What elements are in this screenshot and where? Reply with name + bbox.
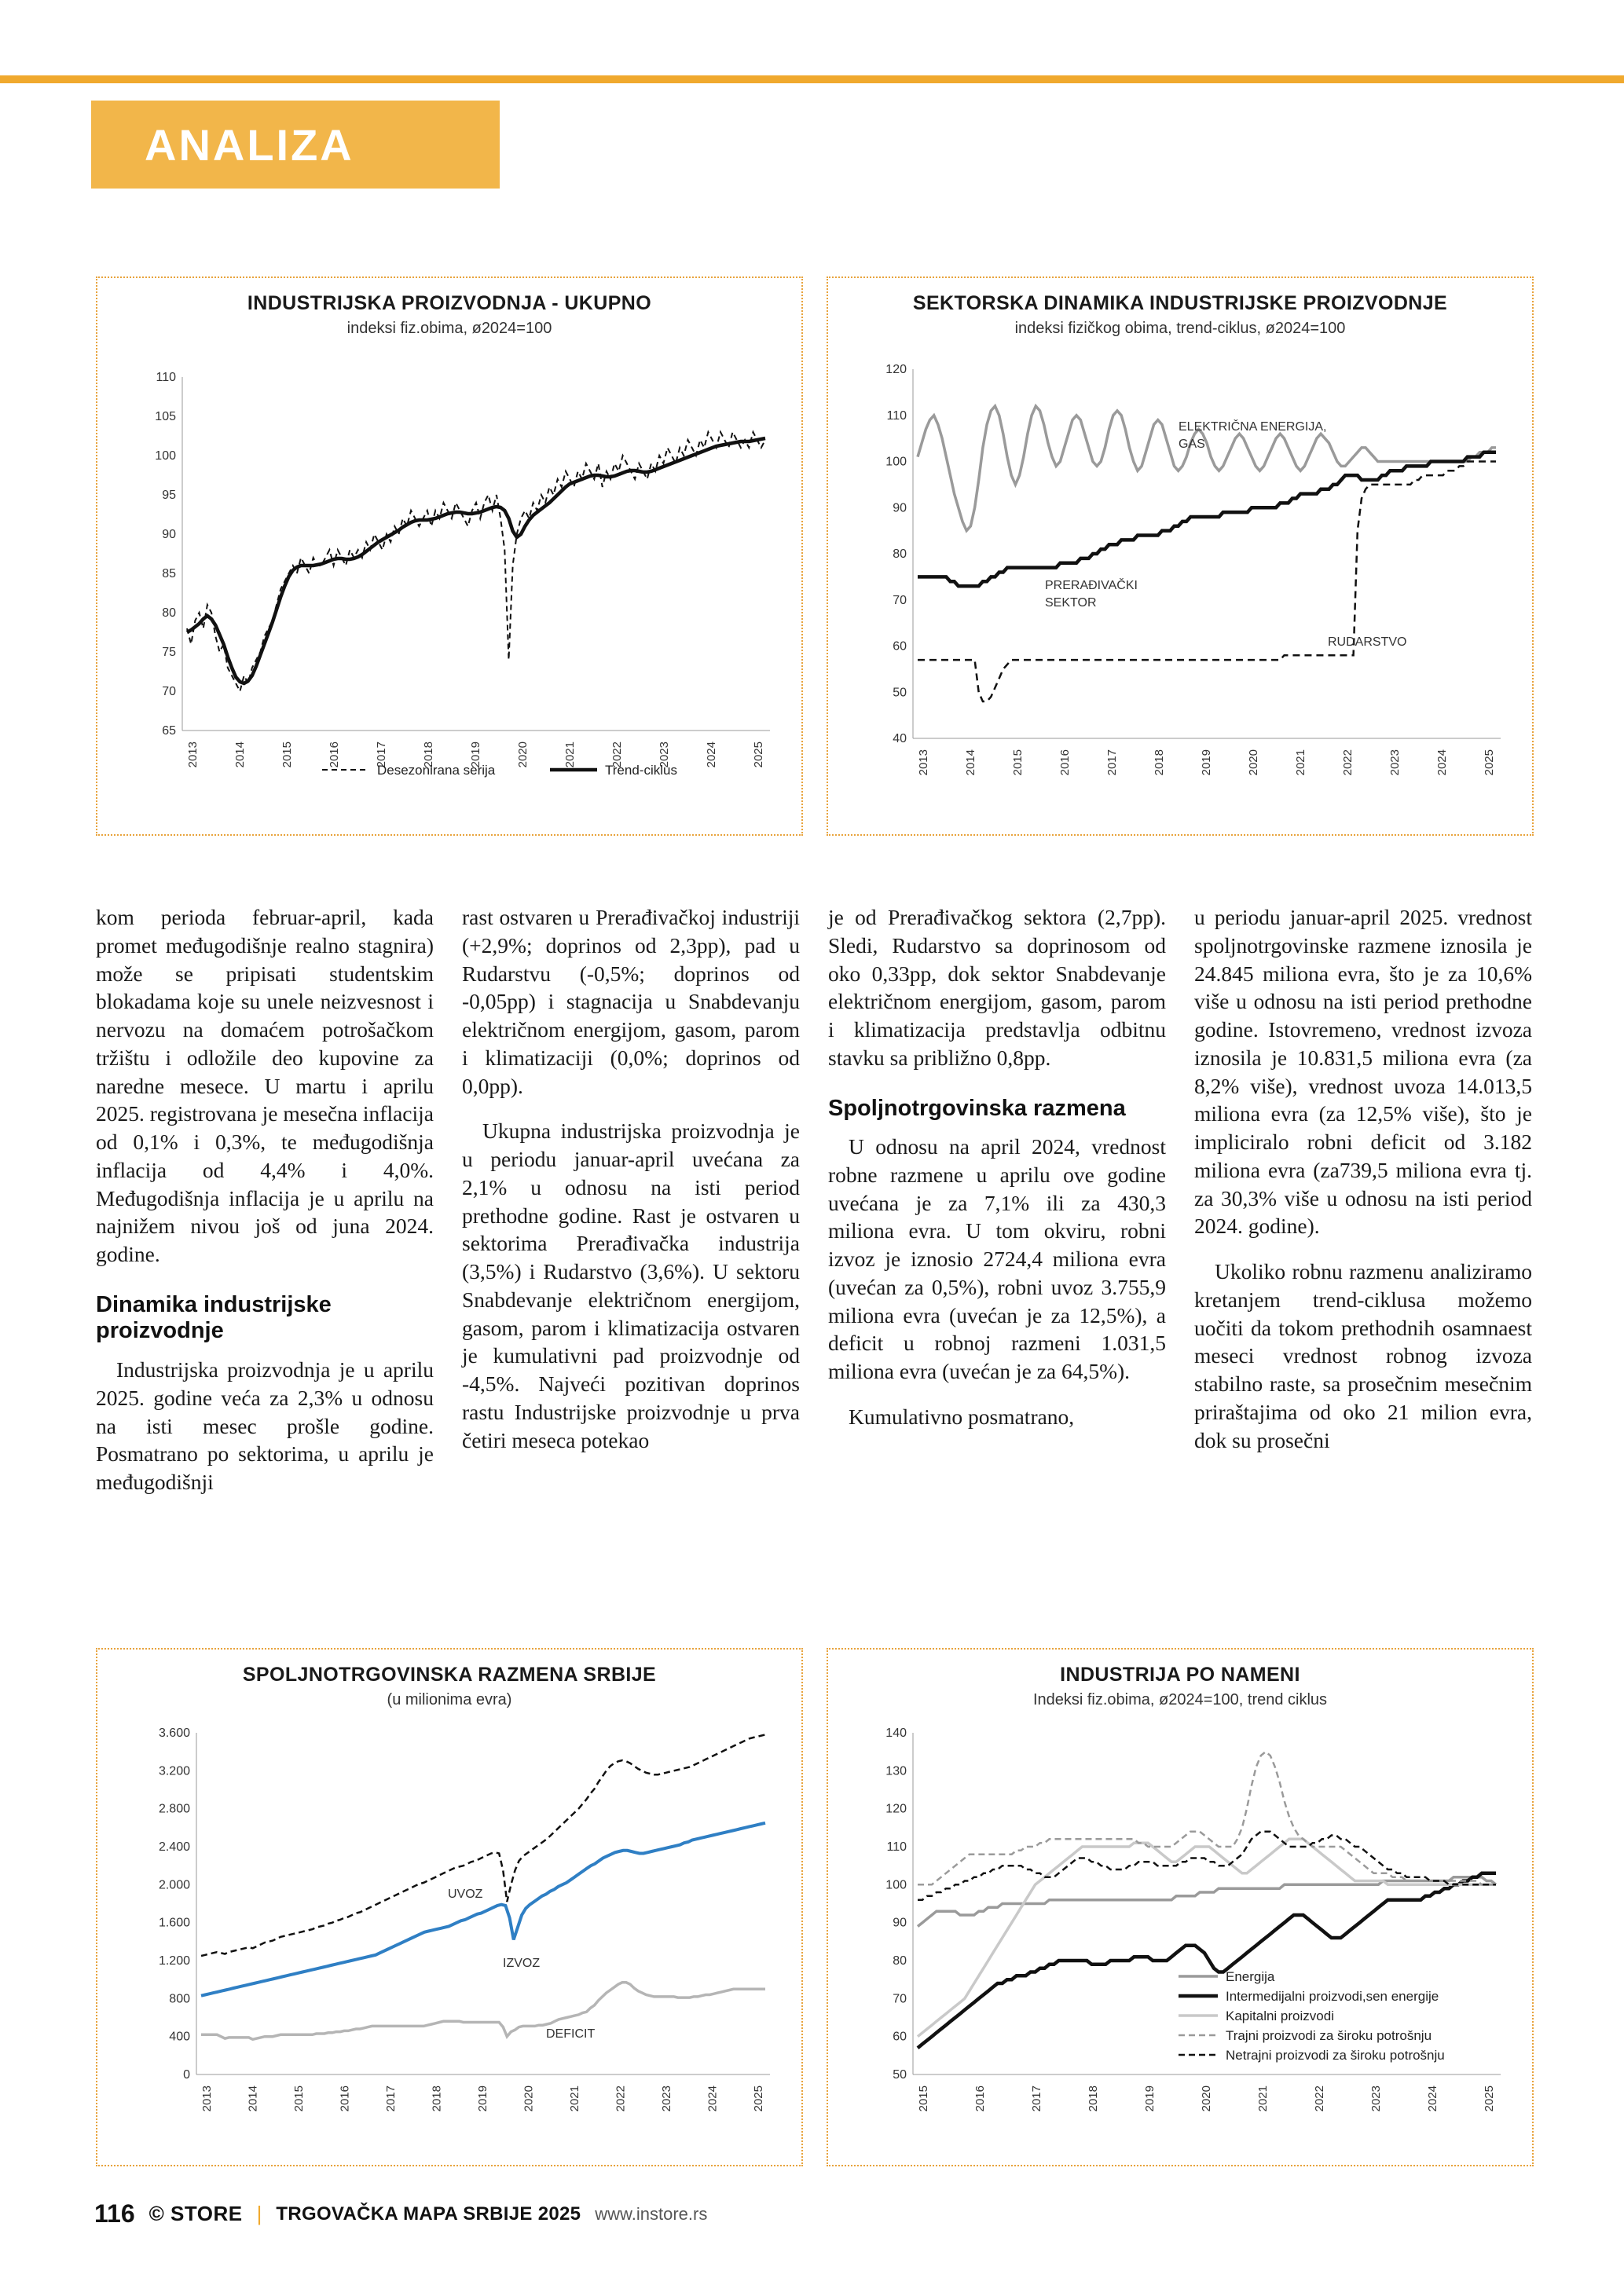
- svg-text:2025: 2025: [1483, 749, 1496, 776]
- svg-text:3.600: 3.600: [158, 1727, 190, 1740]
- svg-text:2024: 2024: [1435, 749, 1449, 776]
- svg-text:70: 70: [893, 593, 907, 607]
- svg-text:50: 50: [893, 686, 907, 700]
- publication-title: TRGOVAČKA MAPA SRBIJE 2025: [276, 2203, 581, 2225]
- chart-svg: [110, 346, 790, 833]
- brand-logo: [149, 2202, 243, 2226]
- svg-text:2016: 2016: [338, 2085, 352, 2112]
- svg-text:110: 110: [886, 1840, 907, 1854]
- svg-text:RUDARSTVO: RUDARSTVO: [1328, 635, 1407, 649]
- svg-text:2018: 2018: [430, 2085, 444, 2112]
- svg-text:2019: 2019: [1143, 2085, 1157, 2112]
- svg-text:2025: 2025: [752, 2085, 765, 2112]
- chart-spoljnotrgovinska-razmena: [96, 1648, 803, 2166]
- chart-title: INDUSTRIJA PO NAMENI: [1060, 1664, 1300, 1686]
- chart-subtitle: indeksi fiz.obima, ø2024=100: [346, 320, 552, 337]
- svg-text:2016: 2016: [1058, 749, 1072, 776]
- chart-subtitle: indeksi fizičkog obima, trend-ciklus, ø2024=100: [1014, 320, 1346, 337]
- svg-text:Intermedijalni proizvodi,sen e: Intermedijalni proizvodi,sen energije: [1226, 1989, 1439, 2004]
- svg-text:2017: 2017: [1030, 2085, 1043, 2112]
- svg-text:80: 80: [893, 547, 907, 561]
- svg-text:90: 90: [162, 528, 176, 541]
- svg-text:70: 70: [162, 685, 176, 698]
- svg-text:2021: 2021: [563, 742, 577, 768]
- paragraph: Ukoliko robnu razmenu analiziramo kretanjem trend-ciklusa možemo uočiti da tokom prethodnih osamnaest meseci vrednost robnog izvoza stabilno raste, sa prosečnim mesečnim priraštajima od oko 21 milion evra, dok su prosečni: [1194, 1259, 1532, 1452]
- svg-text:2015: 2015: [1011, 749, 1025, 776]
- svg-text:2020: 2020: [522, 2085, 536, 2112]
- section-label: ANALIZA: [145, 119, 354, 170]
- svg-text:110: 110: [156, 371, 176, 384]
- chart-svg: [841, 346, 1521, 833]
- chart-industrijska-proizvodnja-ukupno: [96, 276, 803, 836]
- svg-text:2017: 2017: [1105, 749, 1119, 776]
- svg-text:2019: 2019: [476, 2085, 489, 2112]
- top-figure-row: [96, 276, 1534, 836]
- svg-text:2023: 2023: [1388, 749, 1402, 776]
- chart-plot-area: [110, 1717, 789, 2165]
- column-2: [462, 903, 800, 1496]
- column-3: [828, 903, 1166, 1496]
- svg-text:2014: 2014: [233, 742, 247, 768]
- svg-text:2023: 2023: [660, 2085, 673, 2112]
- bottom-figure-row: [96, 1648, 1534, 2166]
- chart-svg: [110, 1717, 790, 2165]
- svg-text:2.000: 2.000: [158, 1878, 190, 1892]
- chart-title: SEKTORSKA DINAMIKA INDUSTRIJSKE PROIZVODNJE: [912, 292, 1448, 314]
- svg-text:IZVOZ: IZVOZ: [503, 1957, 541, 1970]
- article-body: [96, 903, 1534, 1496]
- svg-text:2013: 2013: [186, 742, 200, 768]
- svg-text:90: 90: [893, 1916, 907, 1930]
- svg-text:Desezonirana serija: Desezonirana serija: [377, 763, 496, 778]
- svg-text:GAS: GAS: [1179, 438, 1205, 451]
- svg-text:75: 75: [162, 646, 176, 659]
- chart-industrija-po-nameni: [827, 1648, 1534, 2166]
- paragraph: u periodu januar-april 2025. vrednost spoljnotrgovinske razmene iznosila je 24.845 miliona evra, što je za 10,6% više u odnosu na isti period prethodne godine. Istovremeno, vrednost izvoza iznosila je 10.831,5 miliona evra (za 8,2% više), vrednost uvoza 14.013,5 miliona evra (za 12,5% više), što je impliciralo robni deficit od 3.182 miliona evra (za739,5 miliona evra tj. za 30,3% više u odnosu na isti period 2024. godine).: [1194, 905, 1532, 1239]
- svg-text:1.200: 1.200: [158, 1954, 190, 1968]
- column-1: [96, 903, 434, 1496]
- svg-text:DEFICIT: DEFICIT: [546, 2027, 596, 2041]
- svg-text:65: 65: [162, 724, 176, 738]
- paragraph: U odnosu na april 2024, vrednost robne razmene u aprilu ove godine uvećana je za 7,1% ili za 430,3 miliona evra. U tom okviru, robni izvoz je iznosio 2724,4 miliona evra (uvećan za 0,5%), robni uvoz 3.755,9 miliona evra (uvećan je za 12,5%), a deficit u robnoj razmeni 1.031,5 miliona evra (uvećan je za 64,5%).: [828, 1134, 1166, 1384]
- svg-text:2025: 2025: [1483, 2085, 1496, 2112]
- svg-text:Netrajni proizvodi za široku p: Netrajni proizvodi za široku potrošnju: [1226, 2048, 1445, 2063]
- header-accent-bar: [0, 75, 1624, 83]
- paragraph: rast ostvaren u Prerađivačkoj industriji (+2,9%; doprinos od 2,3pp), pad u Rudarstvu (-0,5%; doprinos od -0,05pp) i stagnacija u Snabdevanju električnom energijom, gasom, parom i klimatizaciji (0,0%; doprinos od 0,0pp).: [462, 905, 800, 1098]
- svg-text:Trend-ciklus: Trend-ciklus: [605, 763, 677, 778]
- svg-text:100: 100: [155, 449, 176, 463]
- paragraph: Kumulativno posmatrano,: [849, 1404, 1075, 1429]
- svg-text:2017: 2017: [375, 742, 388, 768]
- subheading-spoljnotrgovinska: Spoljnotrgovinska razmena: [828, 1095, 1126, 1121]
- svg-text:2013: 2013: [917, 749, 930, 776]
- svg-text:2022: 2022: [1341, 749, 1355, 776]
- svg-text:2021: 2021: [1256, 2085, 1270, 2112]
- copyright-icon: ©: [148, 2202, 165, 2225]
- column-4: [1194, 903, 1532, 1496]
- svg-text:400: 400: [169, 2030, 190, 2044]
- svg-text:2016: 2016: [328, 742, 341, 768]
- svg-text:95: 95: [162, 489, 176, 502]
- svg-text:60: 60: [893, 639, 907, 654]
- page-number: 116: [94, 2199, 135, 2228]
- svg-text:2015: 2015: [280, 742, 294, 768]
- svg-text:2024: 2024: [705, 742, 718, 768]
- svg-text:2025: 2025: [752, 742, 765, 768]
- svg-text:2019: 2019: [469, 742, 482, 768]
- svg-text:120: 120: [885, 363, 907, 376]
- svg-text:60: 60: [893, 2030, 907, 2044]
- svg-text:50: 50: [893, 2068, 907, 2082]
- svg-text:2014: 2014: [246, 2085, 260, 2112]
- paragraph: kom perioda februar-april, kada promet međugodišnje realno stagnira) može se pripisati studentskim blokadama koje su unele neizvesnost i nervozu na domaćem potrošačkom tržištu i odložile deo kupovine za naredne mesece. U martu i aprilu 2025. registrovana je mesečna inflacija od 0,1% i 0,3%, te međugodišnja inflacija od 4,4% i 4,0%. Međugodišnja inflacija je u aprilu na najnižem nivou još od juna 2024. godine.: [96, 905, 434, 1266]
- svg-text:85: 85: [162, 567, 176, 580]
- svg-text:80: 80: [162, 606, 176, 620]
- svg-text:2015: 2015: [292, 2085, 306, 2112]
- svg-text:2020: 2020: [516, 742, 530, 768]
- chart-legend: [1179, 1969, 1445, 2063]
- svg-text:2016: 2016: [973, 2085, 987, 2112]
- footer-divider: |: [256, 2202, 262, 2225]
- svg-text:2019: 2019: [1200, 749, 1213, 776]
- svg-text:3.200: 3.200: [158, 1764, 190, 1778]
- chart-plot-area: [110, 346, 789, 833]
- svg-text:UVOZ: UVOZ: [448, 1888, 483, 1901]
- page-footer: [94, 2199, 1532, 2228]
- svg-text:800: 800: [169, 1992, 190, 2006]
- svg-text:80: 80: [893, 1954, 907, 1968]
- section-tag: [91, 101, 500, 189]
- svg-text:2020: 2020: [1200, 2085, 1213, 2112]
- svg-text:110: 110: [886, 408, 907, 423]
- chart-subtitle: (u milionima evra): [387, 1691, 512, 1708]
- svg-text:Trajni proizvodi za široku pot: Trajni proizvodi za široku potrošnju: [1226, 2028, 1432, 2043]
- svg-text:2018: 2018: [1153, 749, 1166, 776]
- svg-text:2021: 2021: [568, 2085, 581, 2112]
- svg-text:40: 40: [893, 732, 907, 745]
- svg-text:2.800: 2.800: [158, 1802, 190, 1816]
- chart-subtitle: Indeksi fiz.obima, ø2024=100, trend ciklus: [1032, 1691, 1328, 1708]
- svg-text:2023: 2023: [1369, 2085, 1383, 2112]
- chart-plot-area: [841, 1717, 1520, 2165]
- svg-text:2015: 2015: [917, 2085, 930, 2112]
- svg-text:2022: 2022: [610, 742, 624, 768]
- svg-text:2021: 2021: [1294, 749, 1307, 776]
- chart-plot-area: [841, 346, 1520, 833]
- svg-text:2023: 2023: [658, 742, 671, 768]
- subheading-dinamika: Dinamika industrijske proizvodnje: [96, 1291, 332, 1344]
- svg-text:2022: 2022: [1313, 2085, 1326, 2112]
- svg-text:2024: 2024: [706, 2085, 720, 2112]
- svg-text:140: 140: [885, 1727, 907, 1740]
- svg-text:130: 130: [885, 1764, 907, 1778]
- paragraph: je od Prerađivačkog sektora (2,7pp). Sledi, Rudarstvo sa doprinosom od oko 0,33pp, dok sektor Snabdevanje električnom energijom, gasom, parom i klimatizacija predstavlja odbitnu stavku sa približno 0,8pp.: [828, 905, 1166, 1070]
- svg-text:105: 105: [155, 410, 176, 423]
- svg-text:2024: 2024: [1426, 2085, 1439, 2112]
- svg-text:Energija: Energija: [1226, 1969, 1275, 1984]
- svg-text:2017: 2017: [384, 2085, 398, 2112]
- svg-text:1.600: 1.600: [158, 1916, 190, 1930]
- svg-text:90: 90: [893, 501, 907, 515]
- svg-text:2014: 2014: [964, 749, 977, 776]
- chart-svg: [841, 1717, 1521, 2165]
- svg-text:SEKTOR: SEKTOR: [1045, 596, 1097, 610]
- brand-name: STORE: [170, 2202, 243, 2225]
- svg-text:70: 70: [893, 1992, 907, 2006]
- svg-text:2018: 2018: [422, 742, 435, 768]
- svg-text:PRERAĐIVAČKI: PRERAĐIVAČKI: [1045, 579, 1138, 592]
- website-link[interactable]: www.instore.rs: [595, 2203, 708, 2224]
- svg-text:2020: 2020: [1247, 749, 1260, 776]
- svg-text:ELEKTRIČNA ENERGIJA,: ELEKTRIČNA ENERGIJA,: [1179, 420, 1327, 434]
- svg-text:2022: 2022: [614, 2085, 628, 2112]
- svg-text:2.400: 2.400: [158, 1840, 190, 1854]
- svg-text:120: 120: [885, 1802, 907, 1816]
- chart-title: SPOLJNOTRGOVINSKA RAZMENA SRBIJE: [242, 1664, 657, 1686]
- svg-text:0: 0: [183, 2068, 190, 2082]
- svg-text:2018: 2018: [1087, 2085, 1100, 2112]
- chart-title: INDUSTRIJSKA PROIZVODNJA - UKUPNO: [247, 292, 652, 314]
- svg-text:Kapitalni proizvodi: Kapitalni proizvodi: [1226, 2009, 1334, 2023]
- svg-text:2013: 2013: [200, 2085, 214, 2112]
- paragraph: Ukupna industrijska proizvodnja je u periodu januar-april uvećana za 2,1% u odnosu na isti period prethodne godine. Rast je ostvaren u sektorima Prerađivačka industrija (3,5%) i Rudarstvo (3,6%). U sektoru Snabdevanje električnom energijom, gasom, parom i klimatizacija ostvaren je kumulativni pad proizvodnje od -4,5%. Najveći pozitivan doprinos rastu Industrijske proizvodnje u prva četiri meseca potekao: [462, 1119, 800, 1452]
- chart-sektorska-dinamika: [827, 276, 1534, 836]
- svg-text:100: 100: [885, 455, 907, 469]
- paragraph: Industrijska proizvodnja je u aprilu 2025. godine veća za 2,3% u odnosu na isti mesec prošle godine. Posmatrano po sektorima, u aprilu je međugodišnji: [96, 1357, 434, 1494]
- svg-text:100: 100: [885, 1878, 907, 1892]
